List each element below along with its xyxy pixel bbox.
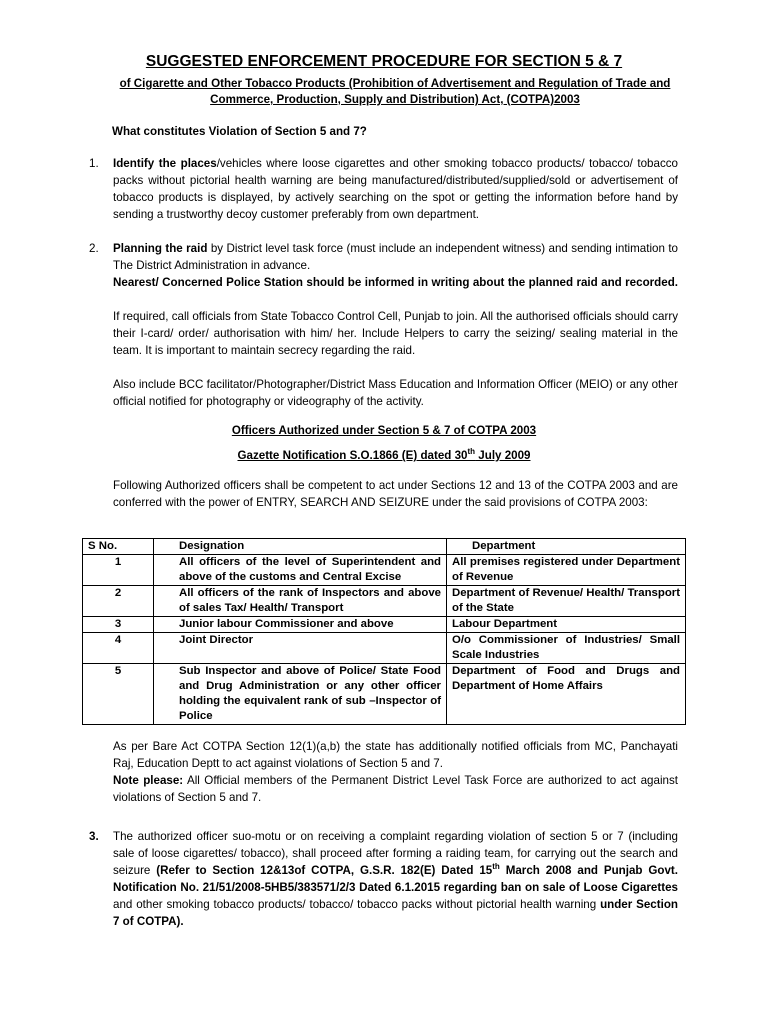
item-2-number: 2. [89, 242, 99, 255]
table-row [83, 555, 686, 586]
item-3-paragraph [113, 828, 678, 930]
header-department: Department [447, 539, 686, 555]
table-header-row [83, 539, 686, 555]
item-3-sup: th [492, 862, 500, 872]
table-row [83, 633, 686, 664]
gazette-heading [0, 447, 768, 464]
cell-designation: Junior labour Commissioner and above [154, 617, 447, 633]
gazette-prefix: Gazette Notification S.O.1866 (E) dated 30 [237, 449, 468, 462]
item-2-paragraph [113, 240, 678, 274]
item-3-text2: and other smoking tobacco products/ tobacco/ tobacco packs without pictorial health warning [113, 898, 601, 911]
cell-department: All premises registered under Department of Revenue [447, 555, 686, 586]
cell-sno: 3 [83, 617, 154, 633]
cell-department: O/o Commissioner of Industries/ Small Scale Industries [447, 633, 686, 664]
cell-sno: 4 [83, 633, 154, 664]
bare-act-paragraph: As per Bare Act COTPA Section 12(1)(a,b) the state has additionally notified officials from MC, Panchayati Raj, Education Deptt to act against violations of Section 5 and 7. [113, 740, 678, 770]
cell-designation: Sub Inspector and above of Police/ State Food and Drug Administration or any other officer holding the equivalent rank of sub –Inspector of Police [154, 664, 447, 725]
officers-table [82, 538, 686, 725]
cell-sno: 2 [83, 586, 154, 617]
gazette-suffix: July 2009 [475, 449, 531, 462]
item-3-number: 3. [89, 830, 99, 843]
document-title: SUGGESTED ENFORCEMENT PROCEDURE FOR SECTION 5 & 7 [145, 53, 623, 70]
cell-designation: All officers of the rank of Inspectors and above of sales Tax/ Health/ Transport [154, 586, 447, 617]
cell-designation: Joint Director [154, 633, 447, 664]
header-designation: Designation [154, 539, 447, 555]
header-sno: S No. [83, 539, 154, 555]
following-paragraph: Following Authorized officers shall be competent to act under Sections 12 and 13 of the COTPA 2003 and are conferred with the power of ENTRY, SEARCH AND SEIZURE under the said provisions of COTPA 2003: [113, 479, 678, 509]
table-row [83, 617, 686, 633]
gazette-sup: th [467, 447, 476, 457]
item-3-bold2: March 2008 and Punjab Govt. Notification No. 21/51/2008-5HB5/383571/2/3 Dated 6.1.2015 regarding ban on sale of Loose Cigarettes [113, 864, 678, 894]
item-3-bold3: under Section 7 of COTPA). [113, 898, 678, 928]
cell-sno: 1 [83, 555, 154, 586]
cell-department: Department of Food and Drugs and Department of Home Affairs [447, 664, 686, 725]
cell-department: Labour Department [447, 617, 686, 633]
item-2-para2: If required, call officials from State Tobacco Control Cell, Punjab to join. All the authorised officials should carry their I-card/ order/ authorisation with him/ her. Include Helpers to carry the seizing/ sealing material in the team. It is important to maintain secrecy regarding the raid. [113, 310, 678, 357]
table-row [83, 664, 686, 725]
table-row [83, 586, 686, 617]
item-1-bold: Identify the places [113, 157, 217, 170]
violation-question: What constitutes Violation of Section 5 and 7? [112, 125, 367, 138]
item-1-text: /vehicles where loose cigarettes and other smoking tobacco products/ tobacco/ tobacco packs without pictorial health warning are being manufactured/distributed/supplied/sold or advertisement of tobacco products is displayed, by actively searching on the spot or getting the information before hand by sending a trustworthy decoy customer preferably from own department. [113, 157, 678, 221]
cell-sno: 5 [83, 664, 154, 725]
item-3-bold1: (Refer to Section 12&13of COTPA, G.S.R. 182(E) Dated 15 [156, 864, 493, 877]
item-3-text1: The authorized officer suo-motu or on receiving a complaint regarding violation of section 5 or 7 (including sale of loose cigarettes/ tobacco), shall proceed after forming a raiding team, for carrying out the search and seizure [113, 830, 678, 877]
cell-designation: All officers of the level of Superintendent and above of the customs and Central Excise [154, 555, 447, 586]
note-text: All Official members of the Permanent District Level Task Force are authorized to act against violations of Section 5 and 7. [113, 774, 678, 804]
note-bold: Note please: [113, 774, 184, 787]
item-2-bold: Planning the raid [113, 242, 208, 255]
document-subtitle: of Cigarette and Other Tobacco Products (Prohibition of Advertisement and Regulation of Trade and Commerce, Production, Supply and Distribution) Act, (COTPA)2003 [119, 77, 671, 106]
note-paragraph [113, 772, 678, 806]
item-1-number: 1. [89, 157, 99, 170]
item-2-text: by District level task force (must include an independent witness) and sending intimation to The District Administration in advance. [113, 242, 678, 272]
item-2-para3: Also include BCC facilitator/Photographer/District Mass Education and Information Officer (MEIO) or any other official notified for photography or videography of the activity. [113, 378, 678, 408]
police-station-note: Nearest/ Concerned Police Station should be informed in writing about the planned raid and recorded. [113, 276, 678, 289]
cell-department: Department of Revenue/ Health/ Transport of the State [447, 586, 686, 617]
item-1-paragraph [113, 155, 678, 223]
officers-heading: Officers Authorized under Section 5 & 7 of COTPA 2003 [231, 424, 537, 437]
